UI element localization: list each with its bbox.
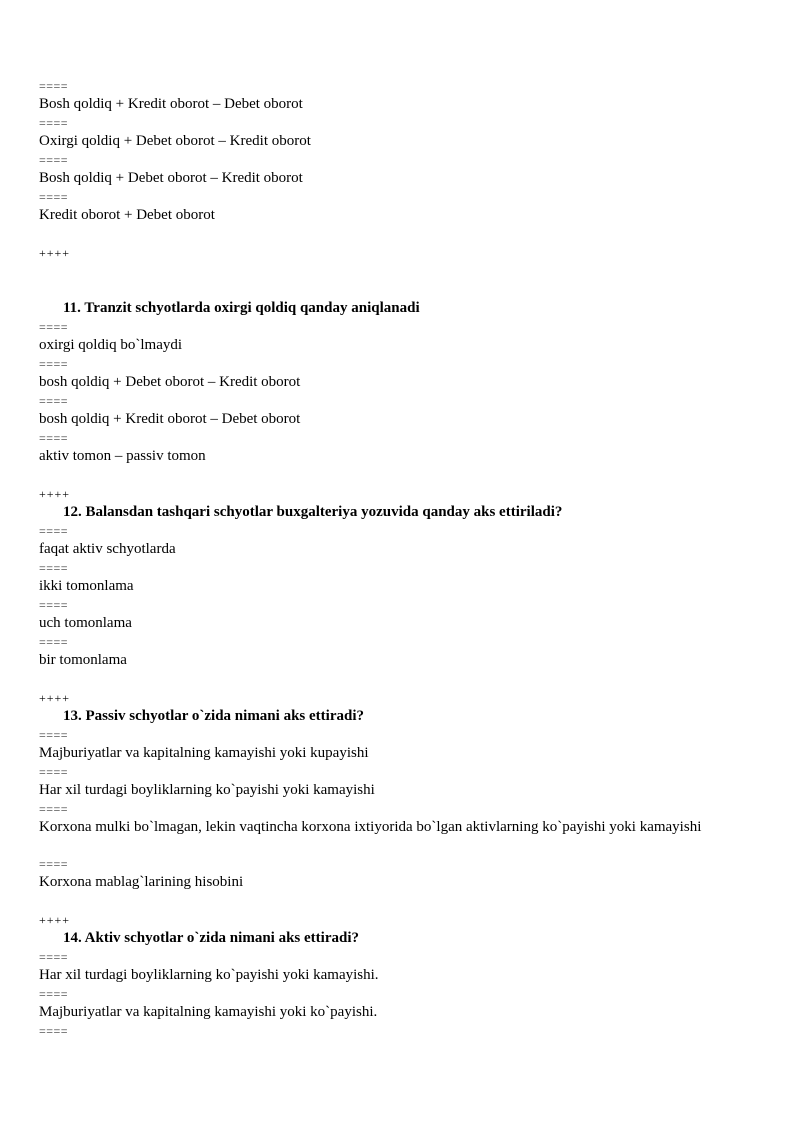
answer-option: Bosh qoldiq + Kredit oborot – Debet oborot	[39, 96, 303, 112]
separator: ====	[39, 857, 69, 871]
answer-option: aktiv tomon – passiv tomon	[39, 448, 206, 464]
question-title: 12. Balansdan tashqari schyotlar buxgalteriya yozuvida qanday aks ettiriladi?	[63, 504, 563, 520]
separator: ====	[39, 394, 69, 408]
separator: ====	[39, 116, 69, 130]
question-title: 13. Passiv schyotlar o`zida nimani aks ettiradi?	[63, 708, 364, 724]
question-title: 14. Aktiv schyotlar o`zida nimani aks ettiradi?	[63, 930, 359, 946]
separator: ====	[39, 561, 69, 575]
separator: ====	[39, 802, 69, 816]
separator: ====	[39, 1024, 69, 1038]
separator: ====	[39, 728, 69, 742]
answer-option: bosh qoldiq + Debet oborot – Kredit oborot	[39, 374, 301, 390]
separator: ====	[39, 357, 69, 371]
separator: ====	[39, 153, 69, 167]
answer-option: bosh qoldiq + Kredit oborot – Debet oborot	[39, 411, 301, 427]
answer-option: bir tomonlama	[39, 652, 127, 668]
question-end-marker: ++++	[39, 246, 71, 260]
question-end-marker: ++++	[39, 913, 71, 927]
separator: ====	[39, 320, 69, 334]
separator: ====	[39, 524, 69, 538]
separator: ====	[39, 950, 69, 964]
answer-option: oxirgi qoldiq bo`lmaydi	[39, 337, 183, 353]
answer-option: uch tomonlama	[39, 615, 132, 631]
answer-option: Oxirgi qoldiq + Debet oborot – Kredit oborot	[39, 133, 311, 149]
separator: ====	[39, 598, 69, 612]
separator: ====	[39, 987, 69, 1001]
answer-option: Har xil turdagi boyliklarning ko`payishi yoki kamayishi	[39, 782, 375, 798]
answer-option: Har xil turdagi boyliklarning ko`payishi yoki kamayishi.	[39, 967, 379, 983]
answer-option: ikki tomonlama	[39, 578, 134, 594]
separator: ====	[39, 79, 69, 93]
separator: ====	[39, 765, 69, 779]
separator: ====	[39, 431, 69, 445]
answer-option: Kredit oborot + Debet oborot	[39, 207, 215, 223]
separator: ====	[39, 190, 69, 204]
answer-option: Korxona mablag`larining hisobini	[39, 874, 244, 890]
answer-option: Korxona mulki bo`lmagan, lekin vaqtincha korxona ixtiyorida bo`lgan aktivlarning ko`payishi yoki kamayishi	[39, 819, 702, 835]
question-end-marker: ++++	[39, 691, 71, 705]
answer-option: faqat aktiv schyotlarda	[39, 541, 176, 557]
separator: ====	[39, 635, 69, 649]
answer-option: Majburiyatlar va kapitalning kamayishi yoki ko`payishi.	[39, 1004, 378, 1020]
answer-option: Majburiyatlar va kapitalning kamayishi yoki kupayishi	[39, 745, 369, 761]
question-title: 11. Tranzit schyotlarda oxirgi qoldiq qanday aniqlanadi	[63, 300, 420, 316]
answer-option: Bosh qoldiq + Debet oborot – Kredit oborot	[39, 170, 303, 186]
question-end-marker: ++++	[39, 487, 71, 501]
